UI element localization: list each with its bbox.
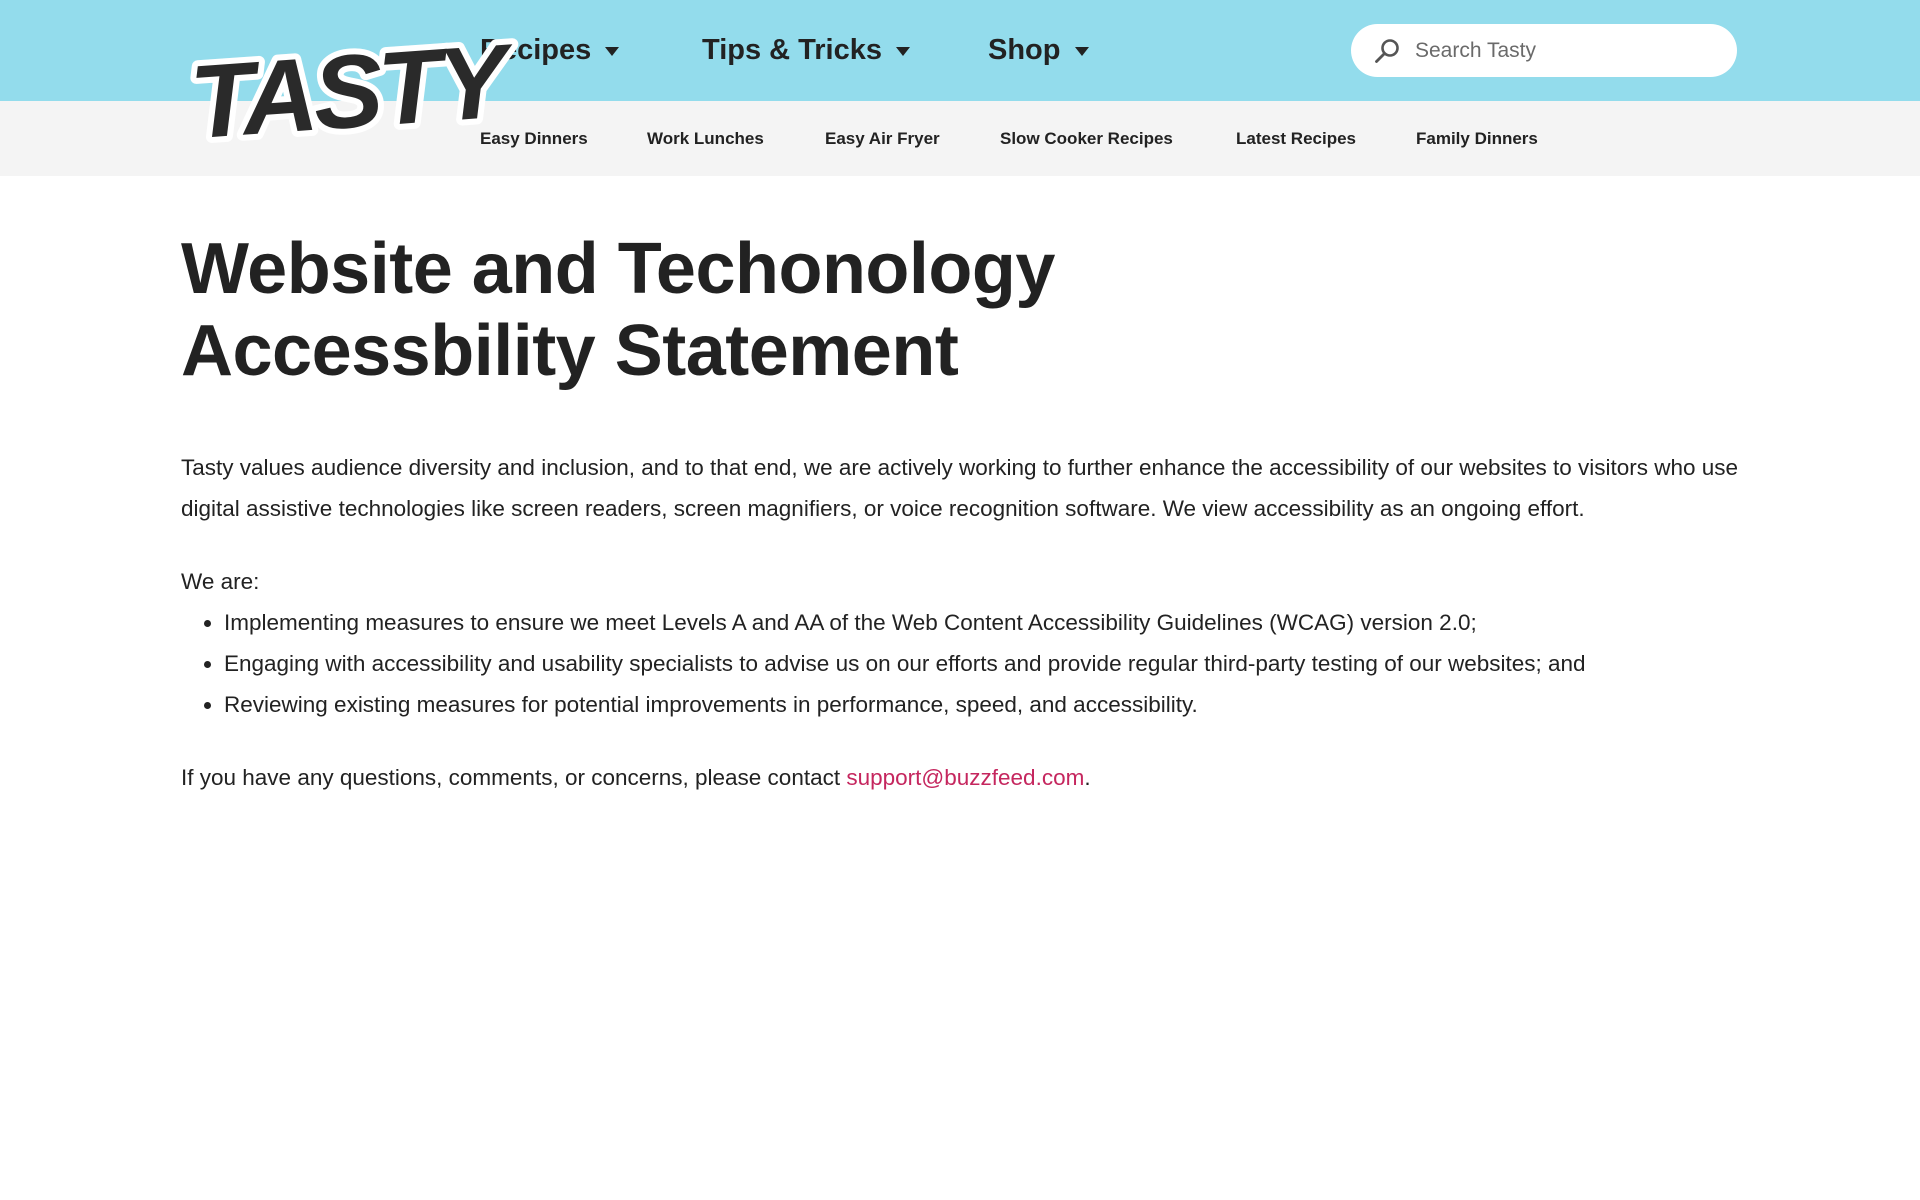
page-title-line-1: Website and Techonology <box>181 229 1055 309</box>
tasty-logo[interactable] <box>182 18 508 162</box>
list-item: Reviewing existing measures for potential improvements in performance, speed, and accessibility. <box>224 684 1751 725</box>
list-item: Implementing measures to ensure we meet Levels A and AA of the Web Content Accessibility Guidelines (WCAG) version 2.0; <box>224 602 1751 643</box>
intro-paragraph: Tasty values audience diversity and inclusion, and to that end, we are actively working to further enhance the accessibility of our websites to visitors who use digital assistive technologies like screen readers, screen magnifiers, or voice recognition software. We view accessibility as an ongoing effort. <box>181 455 1739 521</box>
we-are-label: We are: <box>181 569 260 594</box>
chevron-down-icon <box>1075 47 1089 56</box>
nav-tips-tricks[interactable] <box>702 30 910 70</box>
contact-prefix: If you have any questions, comments, or concerns, please contact <box>181 765 847 790</box>
chevron-down-icon <box>605 47 619 56</box>
search-icon[interactable] <box>1373 37 1401 65</box>
subnav-item-latest-recipes[interactable]: Latest Recipes <box>1236 129 1356 148</box>
commitments-list <box>181 602 1751 725</box>
support-email-link[interactable]: support@buzzfeed.com <box>846 765 1085 790</box>
chevron-down-icon <box>896 47 910 56</box>
nav-shop[interactable] <box>988 30 1089 70</box>
page-title <box>181 228 1381 392</box>
subnav-item-easy-dinners[interactable]: Easy Dinners <box>480 129 588 148</box>
subnav-item-work-lunches[interactable]: Work Lunches <box>647 129 764 148</box>
nav-tips-tricks-label: Tips & Tricks <box>702 33 882 66</box>
page-title-line-2: Accessbility Statement <box>181 311 959 391</box>
search-input[interactable] <box>1413 32 1713 69</box>
search-box[interactable] <box>1351 24 1737 77</box>
list-item: Engaging with accessibility and usability specialists to advise us on our efforts and provide regular third-party testing of our websites; and <box>224 643 1751 684</box>
svg-text:TASTY: TASTY <box>186 23 508 162</box>
subnav-item-easy-air-fryer[interactable]: Easy Air Fryer <box>825 129 940 148</box>
nav-recipes-label: Recipes <box>480 33 592 66</box>
subnav-item-slow-cooker-recipes[interactable]: Slow Cooker Recipes <box>1000 129 1173 148</box>
contact-suffix: . <box>1084 765 1091 790</box>
subnav-item-family-dinners[interactable]: Family Dinners <box>1416 129 1538 148</box>
contact-paragraph <box>181 757 1751 798</box>
nav-shop-label: Shop <box>988 33 1061 66</box>
statement-body <box>181 447 1751 798</box>
